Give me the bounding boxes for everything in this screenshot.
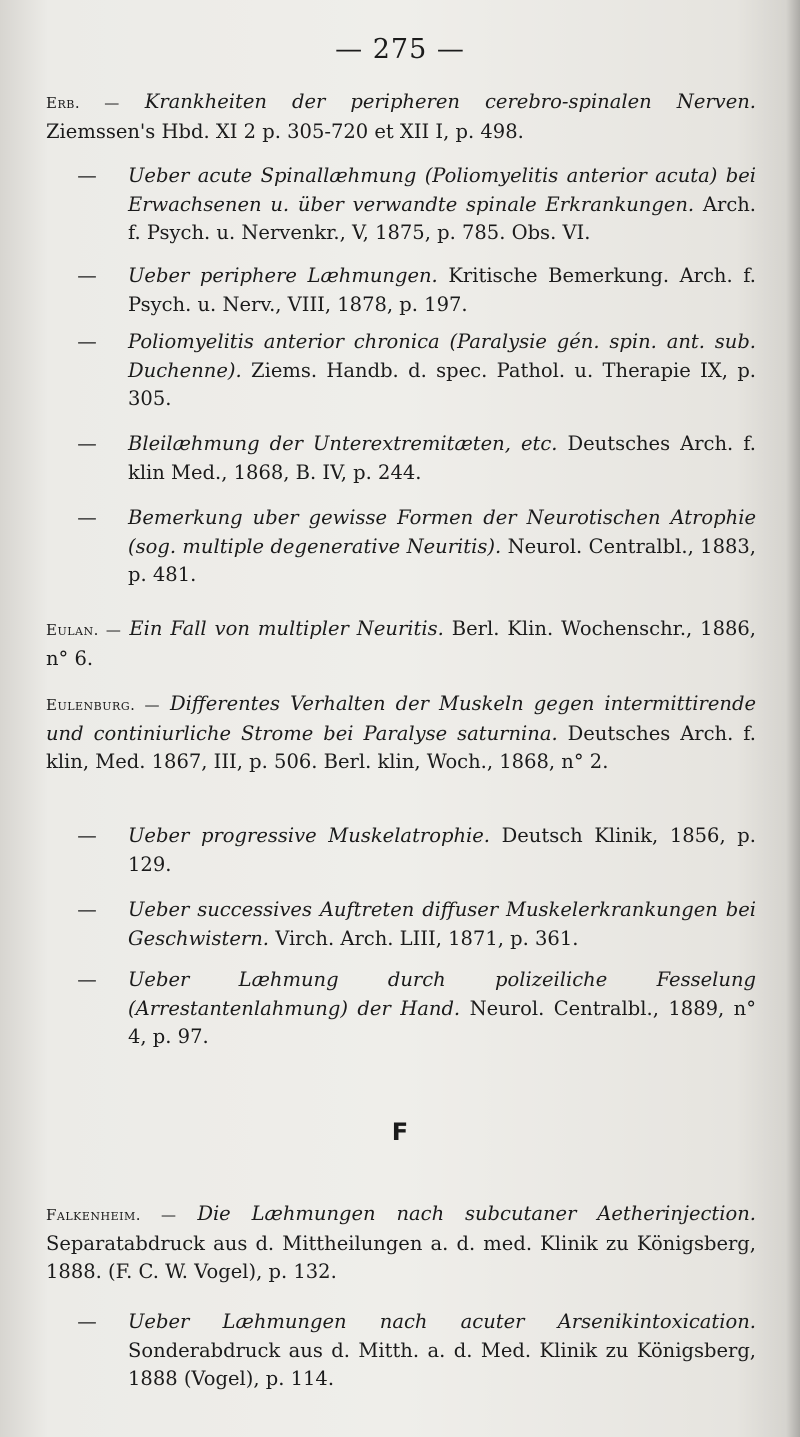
entry-citation: Arch. f. Psych. u. Nervenkr., V, 1875, p. 785. Obs. VI. [128, 192, 757, 244]
entry-title: Bleilæhmung der Unterextremitæten, etc. [128, 432, 558, 455]
bibliography-entry [46, 1308, 756, 1394]
entry-title: Ueber Læhmungen nach acuter Arsenikintoxication. [128, 1310, 756, 1333]
entry-dash: — [77, 506, 97, 529]
entry-citation: Separatabdruck aus d. Mittheilungen a. d. med. Klinik zu Königsberg, 1888. (F. C. W. Vogel), p. 132. [46, 1231, 756, 1283]
entry-citation: Deutsches Arch. f. klin, Med. 1867, III, p. 506. Berl. klin, Woch., 1868, n° 2. [46, 721, 756, 773]
entry-title: Differentes Verhalten der Muskeln gegen intermittirende und continiurliche Strome bei Paralyse saturnina. [46, 692, 756, 745]
bibliography-entry [46, 88, 756, 146]
entry-title: Die Læhmungen nach subcutaner Aetherinjection. [197, 1202, 756, 1225]
entry-author: Erb. — [46, 94, 120, 112]
bibliography-entry [46, 896, 756, 953]
entry-author: Eulenburg. — [46, 696, 160, 714]
entry-citation: Deutsch Klinik, 1856, p. 129. [128, 824, 756, 876]
entry-citation: Neurol. Centralbl., 1883, p. 481. [128, 534, 756, 586]
entry-dash: — [77, 432, 97, 455]
entry-citation: Sonderabdruck aus d. Mitth. a. d. Med. Klinik zu Königsberg, 1888 (Vogel), p. 114. [128, 1338, 756, 1390]
entry-citation: Deutsches Arch. f. klin Med., 1868, B. IV, p. 244. [128, 432, 756, 484]
entry-title: Ueber Læhmung durch polizeiliche Fesselung (Arrestantenlahmung) der Hand. [128, 968, 756, 1020]
entry-dash: — [77, 824, 97, 847]
entry-author: Eulan. — [46, 621, 122, 639]
bibliography-entry [46, 328, 756, 414]
bibliography-entry [46, 162, 756, 248]
entry-dash: — [77, 898, 97, 921]
bibliography-entry [46, 1200, 756, 1287]
bibliography-entry [46, 822, 756, 879]
entry-title: Ueber successives Auftreten diffuser Muskelerkrankungen bei Geschwistern. [128, 898, 756, 950]
entry-dash: — [77, 1310, 97, 1333]
page-fold-shadow [786, 0, 800, 1437]
bibliography-entry [46, 430, 756, 487]
entry-citation: Neurol. Centralbl., 1889, n° 4, p. 97. [128, 996, 756, 1048]
entry-author: Falkenheim. — [46, 1206, 177, 1224]
bibliography-entry [46, 966, 756, 1052]
entry-title: Poliomyelitis anterior chronica (Paralysie gén. spin. ant. sub. Duchenne). [128, 330, 756, 382]
entry-citation: Berl. Klin. Wochenschr., 1886, n° 6. [46, 617, 757, 670]
entry-citation: Ziems. Handb. d. spec. Pathol. u. Therapie IX, p. 305. [128, 358, 756, 410]
page-number: — 275 — [335, 34, 465, 65]
entry-citation: Virch. Arch. LIII, 1871, p. 361. [269, 926, 579, 950]
bibliography-entry [46, 504, 756, 590]
entry-dash: — [77, 164, 97, 187]
bibliography-entry [46, 690, 756, 777]
entry-citation: Ziemssen's Hbd. XI 2 p. 305-720 et XII I, p. 498. [46, 119, 524, 143]
entry-title: Krankheiten der peripheren cerebro-spinalen Nerven. [144, 90, 756, 113]
section-letter: F [391, 1118, 409, 1146]
entry-dash: — [77, 968, 97, 991]
entry-title: Ueber periphere Læhmungen. [128, 264, 438, 287]
entry-citation: Kritische Bemerkung. Arch. f. Psych. u. Nerv., VIII, 1878, p. 197. [128, 264, 756, 316]
entry-title: Ueber progressive Muskelatrophie. [128, 824, 490, 847]
entry-title: Bemerkung uber gewisse Formen der Neurotischen Atrophie (sog. multiple degenerative Neuritis). [128, 506, 756, 558]
entry-title: Ueber acute Spinallæhmung (Poliomyelitis anterior acuta) bei Erwachsenen u. über verwandte spinale Erkrankungen. [128, 164, 756, 216]
entry-dash: — [77, 264, 97, 287]
entry-title: Ein Fall von multipler Neuritis. [129, 617, 444, 640]
bibliography-entry [46, 615, 756, 673]
entry-dash: — [77, 330, 97, 353]
bibliography-entry [46, 262, 756, 319]
